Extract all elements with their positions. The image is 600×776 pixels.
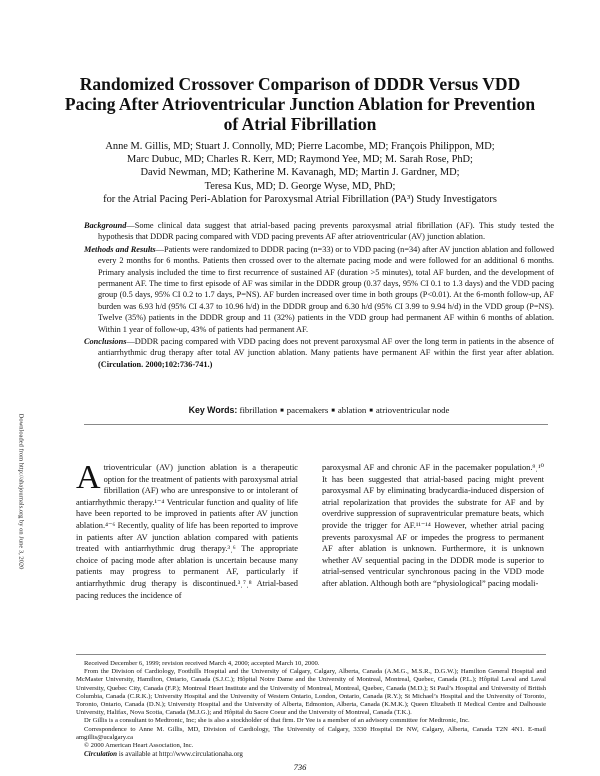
abstract-label: Background (84, 221, 127, 230)
body-column-right (322, 462, 544, 590)
author-line: David Newman, MD; Katherine M. Kavanagh, MD; Martin J. Gardner, MD; (140, 167, 460, 179)
affiliations: From the Division of Cardiology, Foothills Hospital and the University of Calgary, Calgary, Alberta, Canada (A.M.G., M.S.R., D.G.W.); Hamilton General Hospital and McMaster University, Hamilton, Ontario, Canada (S.J.C.); Hôpital Notre Dame and the University of Montreal, Montreal, Quebec, Canada (P.L.); Hôpital Laval and Laval University, Quebec City, Canada (F.P.); Montreal Heart Institute and the University of Montreal, Montreal, Quebec, Canada (M.D.); St Paul’s Hospital and University of British Columbia, Canada (C.R.K.); University Hospital and the University of Western Ontario, London, Ontario, Canada (R.Y.); St Michael’s Hospital and the University of Toronto, Toronto, Ontario, Canada (D.N.); University Hospital and the University of Alberta, Edmonton, Alberta, Canada (K.M.K.); Queen Elizabeth II Medical Centre and Dalhousie University, Halifax, Nova Scotia, Canada (M.J.G.); and Hôpital du Sacre Coeur and the University of Montreal, Canada (T.K.). (76, 668, 546, 717)
keyword: fibrillation (239, 405, 278, 415)
abstract-text: —Patients were randomized to DDDR pacing (n=33) or to VDD pacing (n=34) after AV junction ablation and followed every 2 months for 6 months. Patients then crossed over to the alternate pacing mode and were followed for an additional 6 months. Primary analysis included the time to first recurrence of sustained AF (duration >5 minutes), total AF burden, and the development of permanent AF. The time to first episode of AF was similar in the DDDR group (0.37 days, 95% CI 0.1 to 1.3 days) and the VDD pacing group (0.5 days, 95% CI 0.2 to 1.7 days, P=NS). AF burden increased over time in both groups (P<0.01). At the 6-month follow-up, AF burden was 6.93 h/d (95% CI 4.37 to 10.96 h/d) in the DDDR group and 6.30 h/d (95% CI 3.99 to 9.94 h/d) in the VDD group (P=NS). Twelve (35%) patients in the DDDR group and 11 (32%) patients in the VDD group had permanent AF within 6 months of ablation. Within 1 year of follow-up, 43% of patients had permanent AF. (98, 244, 554, 334)
divider (84, 424, 548, 425)
body-column-left (76, 459, 298, 601)
copyright: © 2000 American Heart Association, Inc. (84, 742, 194, 750)
square-bullet-icon: ■ (331, 408, 335, 414)
availability-note (76, 750, 546, 758)
page-number: 736 (293, 762, 307, 772)
conflict-disclosure: Dr Gillis is a consultant to Medtronic, Inc; she is also a stockholder of that firm. Dr Yee is a member of an advisory committee for Medtronic, Inc. (84, 717, 470, 725)
square-bullet-icon: ■ (369, 408, 373, 414)
drop-cap: A (76, 459, 101, 496)
footnotes (76, 660, 546, 758)
abstract-background (84, 220, 554, 243)
correspondence: Correspondence to Anne M. Gillis, MD, Division of Cardiology, The University of Calgary, 3330 Hospital Dr NW, Calgary, Alberta, Canada T2N 4N1. E-mail amgillis@ucalgary.ca (76, 725, 546, 741)
author-line: Teresa Kus, MD; D. George Wyse, MD, PhD; (204, 180, 396, 192)
square-bullet-icon: ■ (280, 408, 284, 414)
abstract-label: Conclusions (84, 337, 127, 347)
keywords (84, 405, 554, 415)
keyword: pacemakers (286, 405, 329, 415)
body-text: trioventricular (AV) junction ablation is a therapeutic option for the treatment of patients with paroxysmal atrial fibrillation (AF) who are unresponsive to or intolerant of antiarrhythmic therapy.¹⁻⁴ Ventricular function and quality of life have been reported to be improved in patients after AV junction ablation.⁴⁻⁶ Recently, quality of life has been reported to improve in patients after AV junction ablation compared with patients treated with antiarrhythmic drug therapy.³ˌ⁶ The appropriate choice of pacing mode after ablation is uncertain because many patients may progress to permanent AF, particularly if antiarrhythmic drug therapy is discontinued.³ˌ⁷ˌ⁸ Atrial-based pacing reduces the incidence of (76, 463, 298, 600)
abstract-conclusions (84, 336, 554, 370)
abstract-label: Methods and Results (84, 244, 156, 254)
author-line: Anne M. Gillis, MD; Stuart J. Connolly, MD; Pierre Lacombe, MD; François Philippon, MD; (105, 141, 495, 152)
body-paragraph: paroxysmal AF and chronic AF in the pacemaker population.⁹ˌ¹⁰ It has been suggested that atrial-based pacing might prevent paroxysmal AF by eliminating bradycardia-induced dispersion of atrial repolarization that provides the substrate for AF and by overdrive suppression of supraventricular premature beats, which provide the trigger for AF.¹¹⁻¹⁴ However, whether atrial pacing prevents paroxysmal AF or impedes the progress to permanent AF after ablation is unknown. Furthermore, it is unknown whether AV sequential pacing in the DDDR mode is superior to atrial-sensed ventricular synchronous pacing in the VDD mode after ablation. Although both are “physiological” pacing modali- (322, 463, 544, 588)
abstract-text: —Some clinical data suggest that atrial-based pacing prevents paroxysmal atrial fibrillation (AF). This study tested the hypothesis that DDDR pacing compared with VDD pacing prevents AF after atrioventricular (AV) junction ablation. (98, 221, 554, 242)
journal-name: Circulation (84, 750, 118, 759)
author-line: Marc Dubuc, MD; Charles R. Kerr, MD; Raymond Yee, MD; M. Sarah Rose, PhD; (127, 154, 473, 166)
author-list (40, 140, 560, 206)
journal-citation: (Circulation. 2000;102:736-741.) (98, 359, 213, 369)
keyword: ablation (337, 405, 367, 415)
divider (76, 654, 546, 655)
author-group-line: for the Atrial Pacing Peri-Ablation for Paroxysmal Atrial Fibrillation (PA³) Study Investigators (103, 193, 497, 205)
availability-text[interactable]: is available at http://www.circulationaha.org (117, 750, 243, 759)
keyword: atrioventricular node (375, 405, 450, 415)
abstract-methods (84, 244, 554, 335)
body-paragraph (76, 459, 298, 601)
abstract (84, 220, 554, 371)
keywords-label: Key Words: (188, 405, 238, 415)
download-watermark-text: Downloaded from http://ahajournals.org by on June 3, 2020 (17, 413, 25, 570)
received-dates: Received December 6, 1999; revision received March 4, 2000; accepted March 10, 2000. (84, 660, 320, 667)
download-watermark (16, 396, 26, 596)
abstract-text: —DDDR pacing compared with VDD pacing does not prevent paroxysmal AF over the long term in patients in the absence of antiarrhythmic drug therapy after total AV junction ablation. Many patients have permanent AF within the first year after ablation. (98, 337, 554, 358)
article-title: Randomized Crossover Comparison of DDDR Versus VDD Pacing After Atrioventricular Junction Ablation for Prevention of Atrial Fibrillation (64, 74, 536, 134)
